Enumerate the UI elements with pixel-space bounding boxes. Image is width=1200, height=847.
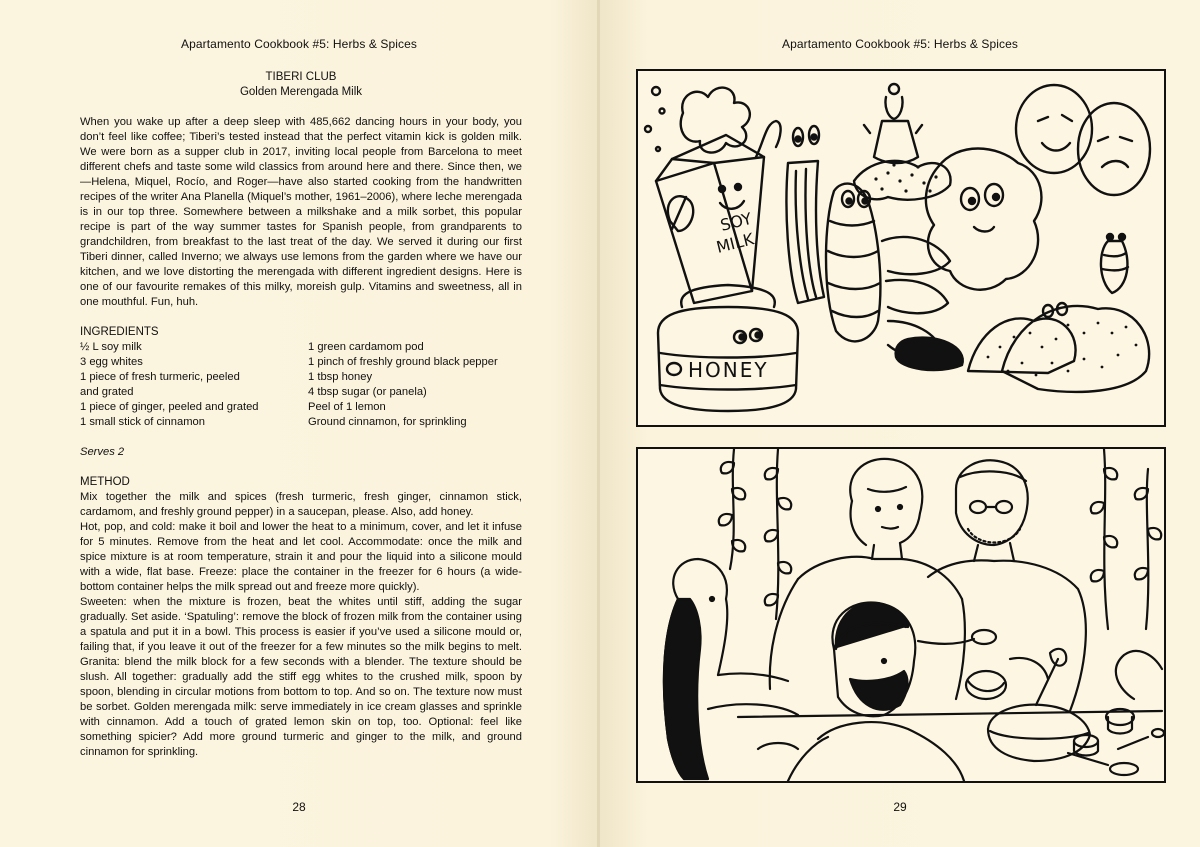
ingredient-item: 1 piece of fresh turmeric, peeled — [80, 371, 240, 383]
right-running-head: Apartamento Cookbook #5: Herbs & Spices — [781, 37, 1019, 51]
illustration-ingredients-panel — [636, 69, 1166, 427]
soy-milk-carton — [656, 121, 781, 303]
turmeric-root-character — [826, 184, 950, 357]
ingredients-left-column — [80, 340, 308, 430]
recipe-title-block — [80, 70, 522, 100]
illustration-people-panel — [636, 447, 1166, 783]
left-page-number: 28 — [292, 800, 306, 814]
ingredient-item: 3 egg whites — [80, 356, 143, 368]
method-heading: METHOD — [80, 476, 130, 488]
ingredient-item: 4 tbsp sugar (or panela) — [308, 386, 427, 398]
left-page — [0, 0, 598, 847]
bush-right — [1116, 651, 1162, 699]
ingredients-heading: INGREDIENTS — [80, 326, 159, 338]
table-edge — [738, 711, 1162, 717]
bowl-and-spoons — [758, 630, 1164, 775]
jar-label-honey: HONEY — [688, 358, 769, 382]
ingredient-item: Ground cinnamon, for sprinkling — [308, 416, 467, 428]
recipe-intro — [80, 115, 522, 310]
ingredients-right-column — [308, 340, 522, 430]
chili-character — [1101, 234, 1128, 293]
ingredient-item: ½ L soy milk — [80, 341, 142, 353]
recipe-title: TIBERI CLUB — [265, 71, 337, 83]
ingredients-cartoon-illustration — [638, 71, 1164, 425]
ingredient-item: 1 green cardamom pod — [308, 341, 424, 353]
carton-label-milk: MILK — [714, 229, 756, 257]
person-standing-center — [770, 459, 965, 699]
recipe-subtitle: Golden Merengada Milk — [239, 86, 363, 98]
group-cooking-illustration — [638, 449, 1164, 781]
ingredient-item: 1 small stick of cinnamon — [80, 416, 205, 428]
ingredient-item: and grated — [80, 386, 134, 398]
pepper-grinder-character — [864, 84, 922, 163]
person-standing-right — [928, 460, 1086, 711]
ginger-character — [926, 149, 1042, 290]
intro-paragraph: When you wake up after a deep sleep with 485,662 dancing hours in your body, you don’t feel like coffee; Tiberi’s tested instead that the perfect vitamin kick is golden milk. We were born as a supper club in 2017, inviting local people from Barcelona to meet different chefs and taste some wild classics from around here and there. Since then, we—Helena, Miquel, Rocío, and Roger—have also started cooking from the handwritten recipes of the writer Ana Planella (Miquel’s mother, 1961–2006), where leche merengada is in our top three. Somewhere between a milkshake and a milk sorbet, this popular recipe is part of the way summer tastes for Spanish people, from grandparents to grandchildren, from breakfast to the last treat of the day. We served it during our first Tiberi dinner, called Inverno; we always use lemons from the garden where we have our kitchen, and we love distorting the merengada with different ingredient designs. Here is one of our favourite remakes of this milky, moreish gulp. Vitamins and sweetness, all in one mouthful. Fun, huh. — [80, 116, 522, 308]
method-text — [80, 490, 522, 760]
sugar-mounds — [968, 303, 1149, 392]
right-page-number: 29 — [893, 800, 907, 814]
ingredient-item: 1 pinch of freshly ground black pepper — [308, 356, 498, 368]
recipe-content — [80, 70, 522, 760]
person-foreground-bearded — [788, 602, 964, 781]
cinnamon-stick-character — [786, 126, 824, 303]
left-running-head: Apartamento Cookbook #5: Herbs & Spices — [180, 37, 418, 51]
ingredient-item: Peel of 1 lemon — [308, 401, 386, 413]
ingredient-item: 1 tbsp honey — [308, 371, 373, 383]
ingredients-list — [80, 340, 522, 430]
method-paragraph: Hot, pop, and cold: make it boil and lower the heat to a minimum, cover, and let it infuse for 5 minutes. Remove from the heat and let cool. Accommodate: once the milk and spice mixture is at room temperature, strain it and pour the liquid into a silicone mould with a wide, flat base. Freeze: place the container in the freezer for 6 hours (a wide-bottom container helps the milk spread out and freeze more quickly). — [80, 521, 522, 593]
ingredient-item: 1 piece of ginger, peeled and grated — [80, 401, 259, 413]
honey-jar — [658, 285, 798, 411]
serves-note: Serves 2 — [80, 446, 125, 458]
method-paragraph: Sweeten: when the mixture is frozen, beat the whites until stiff, adding the sugar gradually. Set aside. ‘Spatuling’: remove the block of frozen milk from the container using a spatula and put it in a bowl. This process is easier if you’ve used a silicone mould or, failing that, if you leave it out of the freezer for a few minutes so the milk begins to melt. Granita: blend the milk block for a few seconds with a blender. The texture should be slush. All together: gradually add the stiff egg whites to the crushed milk, spoon by spoon, blending in circular motions from bottom to top. And so on. The texture now must be sorbet. Golden merengada milk: serve immediately in ice cream glasses and sprinkle with cinnamon. Add a touch of grated lemon skin on top, too. Optional: feel like something spicier? Add more ground turmeric and ginger to the milk, and ground cinnamon for sprinkling. — [80, 596, 522, 758]
carton-label-soy: SOY — [718, 208, 754, 235]
method-paragraph: Mix together the milk and spices (fresh turmeric, fresh ginger, cinnamon stick, cardamom, and freshly ground pepper) in a saucepan, please. Also, add honey. — [80, 491, 522, 518]
